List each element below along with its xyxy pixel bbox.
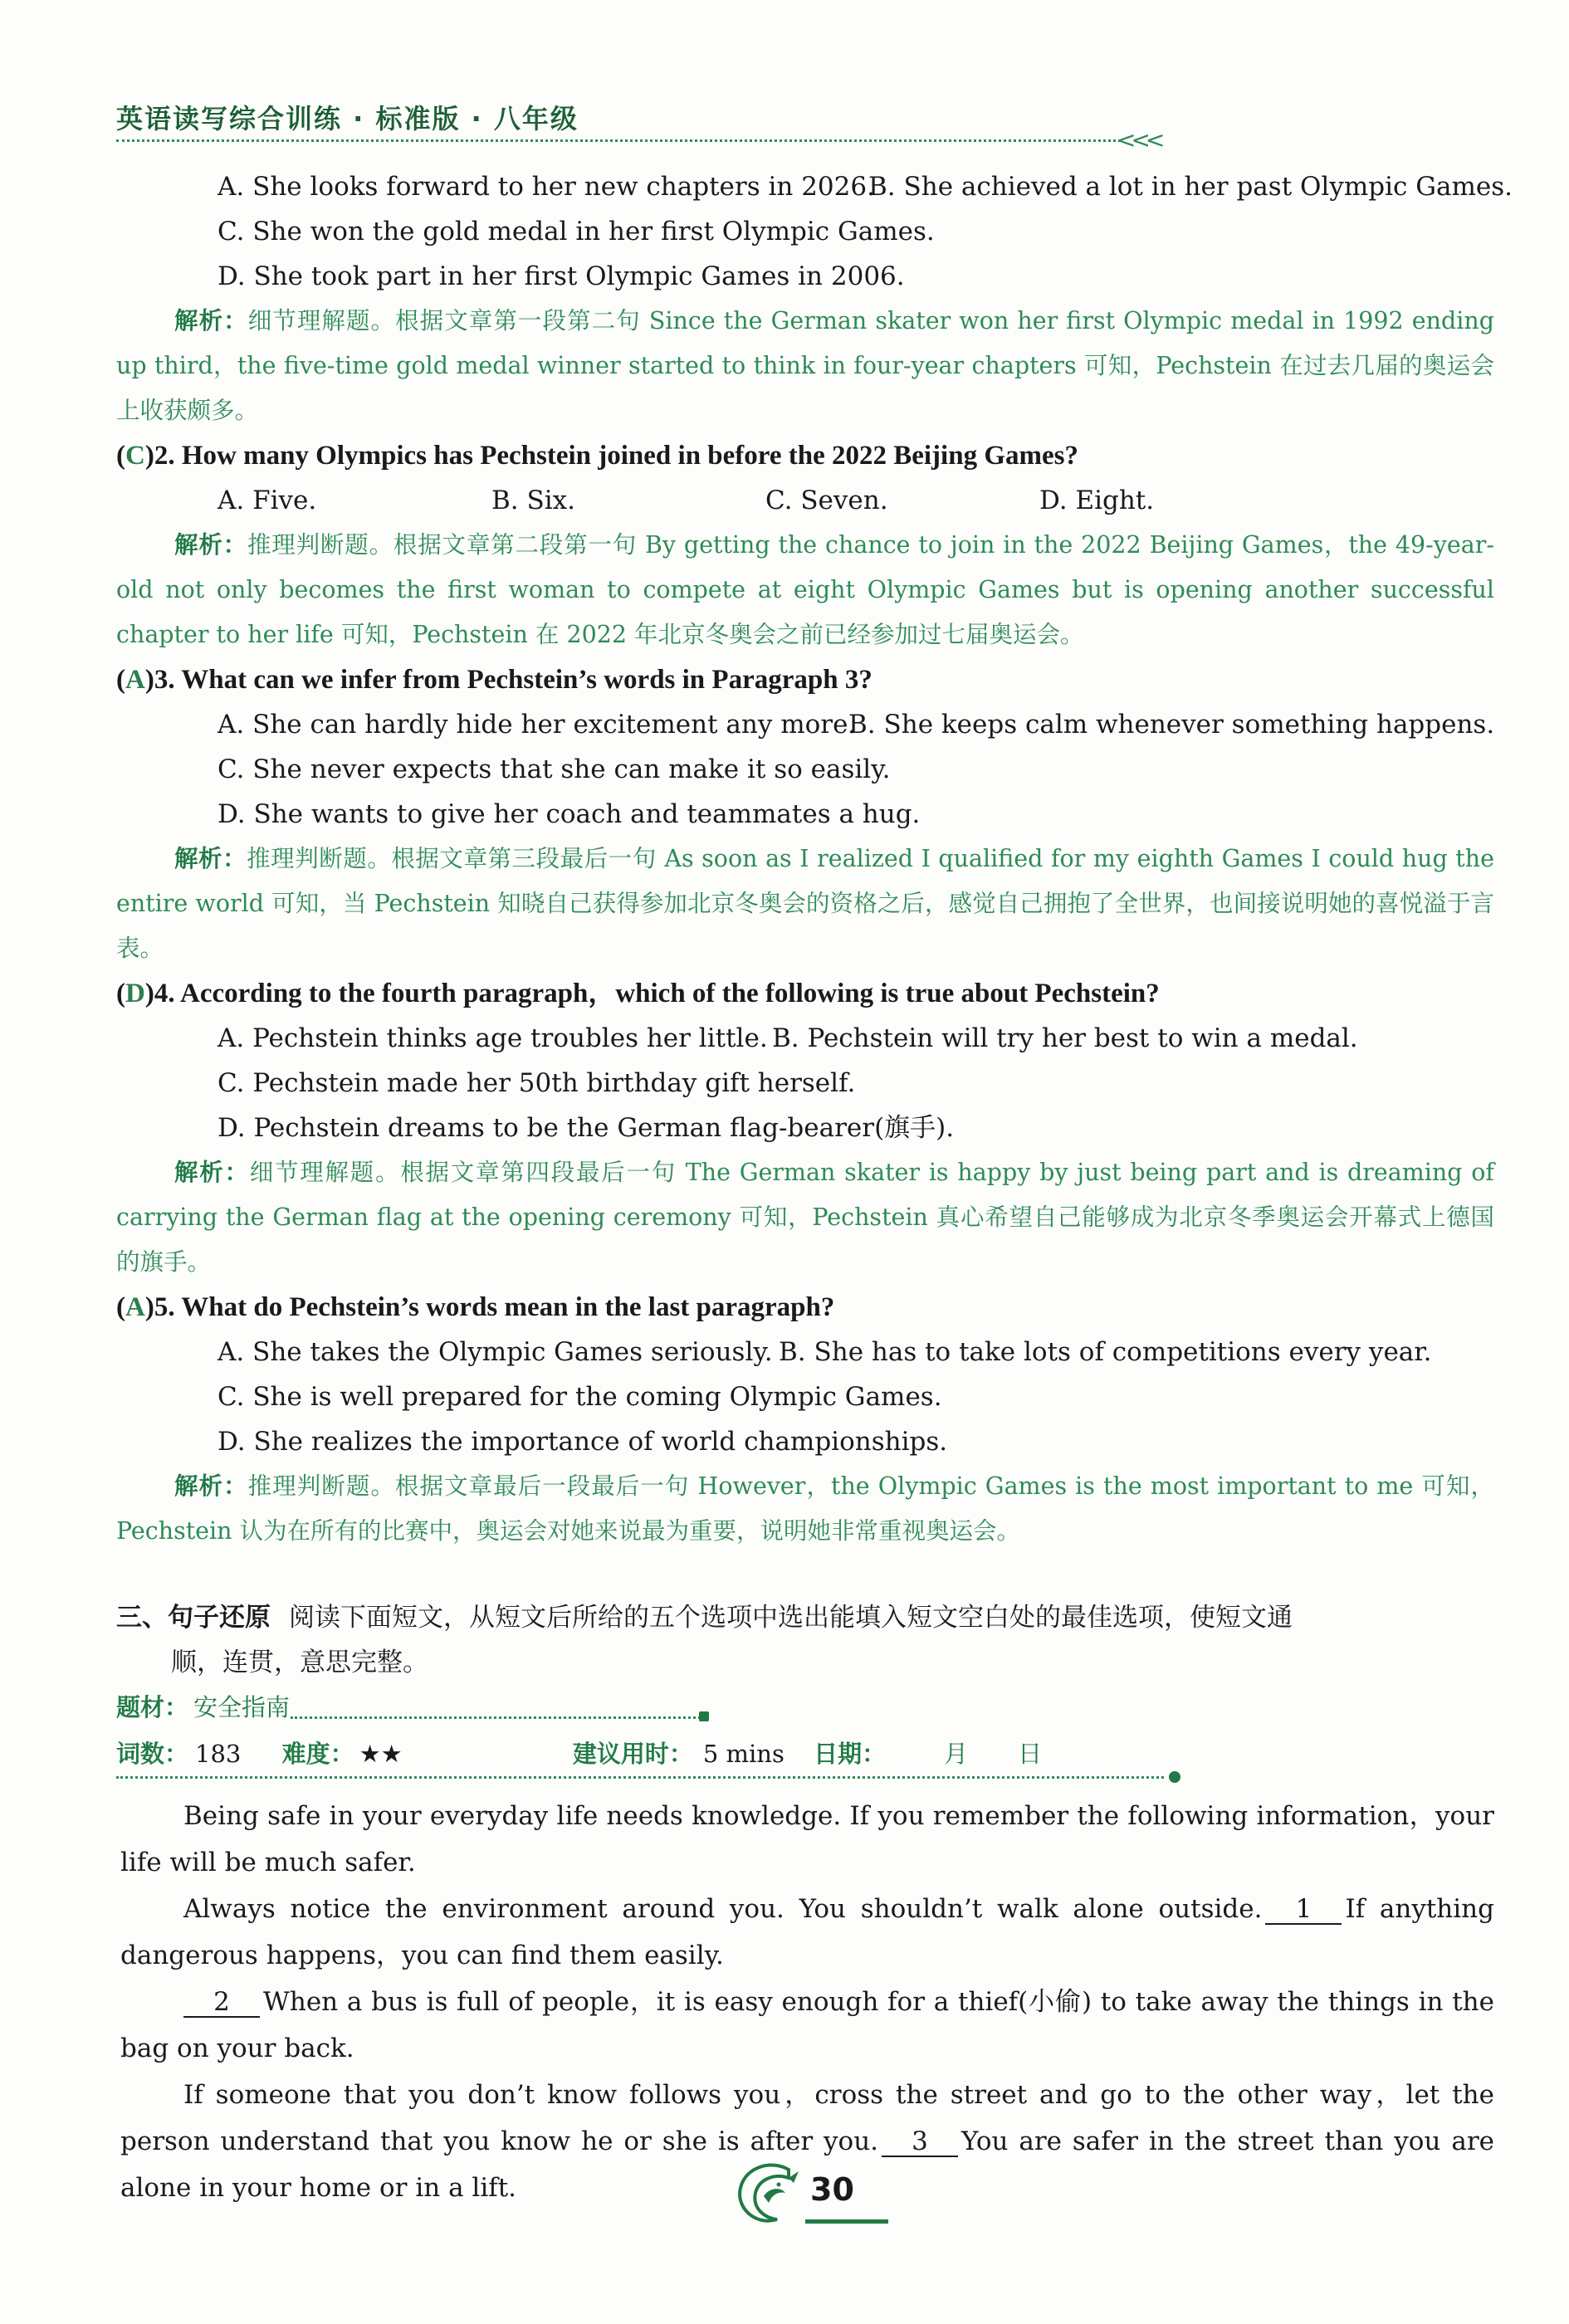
section-tag: 三、句子还原 <box>116 1603 271 1633</box>
section-three <box>116 1595 1494 1778</box>
topic-row <box>116 1685 1494 1730</box>
q4-option-b: B. Pechstein will try her best to win a medal. <box>772 1023 1358 1053</box>
paragraph-text: You are safer in the street than you are alone in your home or in a lift. <box>120 2126 1494 2203</box>
topic-value: 安全指南 <box>193 1693 291 1721</box>
meta-dotted-line <box>116 1776 1164 1779</box>
q5-explanation <box>116 1464 1494 1554</box>
dolphin-logo-icon <box>731 2160 810 2229</box>
page-number-underline <box>805 2219 888 2224</box>
q3-option-d: D. She wants to give her coach and teammates a hug. <box>218 799 921 829</box>
q4-option-a: A. Pechstein thinks age troubles her little. <box>218 1023 768 1053</box>
explanation-text: 推理判断题。根据文章第二段第一句 By getting the chance to join in the 2022 Beijing Games，the 49-year-old not only becomes the first woman to compete at eight Olympic Games but is opening another successful chapter to her life 可知，Pechstein 在 2022 年北京冬奥会之前已经参加过七届奥运会。 <box>116 531 1494 648</box>
q5-options-row-1 <box>116 1330 1494 1374</box>
word-count-label: 词数： <box>116 1740 189 1768</box>
book-title: 英语读写综合训练 · 标准版 · 八年级 <box>116 103 579 134</box>
explanation-text: 推理判断题。根据文章最后一段最后一句 However，the Olympic Games is the most important to me 可知，Pechstein 认为在所有的比赛中，奥运会对她来说最为重要，说明她非常重视奥运会。 <box>116 1472 1494 1545</box>
answer-mark: A <box>125 665 145 695</box>
page-number: 30 <box>810 2171 854 2208</box>
q2-option-a: A. Five. <box>218 486 317 515</box>
q5-option-c: C. She is well prepared for the coming Olympic Games. <box>218 1382 942 1412</box>
paragraph-text: When a bus is full of people，it is easy enough for a thief(小偷) to take away the things in the bag on your back. <box>120 1987 1494 2063</box>
explanation-label: 解析： <box>174 307 248 334</box>
explanation-text: 推理判断题。根据文章第三段最后一句 As soon as I realized I qualified for my eighth Games I could hug the entire world 可知，当 Pechstein 知晓自己获得参加北京冬奥会的资格之后，感觉自己拥抱了全世界，也间接说明她的喜悦溢于言表。 <box>116 845 1494 962</box>
q2-option-d: D. Eight. <box>1039 486 1155 515</box>
q3-option-a: A. She can hardly hide her excitement any more. <box>218 710 857 740</box>
question-5: (A)5. What do Pechstein’s words mean in the last paragraph? <box>116 1292 835 1322</box>
blank-2[interactable]: 2 <box>183 1988 260 2018</box>
q4-options-row-1 <box>116 1016 1494 1061</box>
passage-paragraph-3 <box>120 1979 1494 2072</box>
question-3: (A)3. What can we infer from Pechstein’s words in Paragraph 3? <box>116 665 872 695</box>
meta-row <box>116 1730 1494 1778</box>
q2-option-c: C. Seven. <box>765 486 888 515</box>
paragraph-text: Always notice the environment around you. You shouldn’t walk alone outside. <box>183 1894 1263 1924</box>
q1-explanation <box>116 299 1494 433</box>
question-text: 5. What do Pechstein’s words mean in the last paragraph? <box>154 1292 835 1322</box>
suggested-time-value: 5 mins <box>702 1740 784 1768</box>
q1-options-row-1 <box>116 164 1513 209</box>
q3-options-row-1 <box>116 702 1494 747</box>
q4-option-c: C. Pechstein made her 50th birthday gift herself. <box>218 1068 856 1098</box>
q2-options-row <box>116 478 1494 523</box>
q3-option-c: C. She never expects that she can make it so easily. <box>218 754 891 784</box>
question-text: 3. What can we infer from Pechstein’s words in Paragraph 3? <box>154 665 872 695</box>
questions-section <box>116 164 1513 1554</box>
blank-1[interactable]: 1 <box>1265 1895 1342 1925</box>
page-header <box>116 98 1494 154</box>
q5-option-a: A. She takes the Olympic Games seriously. <box>218 1337 773 1367</box>
explanation-label: 解析： <box>174 1472 248 1500</box>
difficulty-label: 难度： <box>281 1740 354 1768</box>
explanation-text: 细节理解题。根据文章第一段第二句 Since the German skater won her first Olympic medal in 1992 ending up third，the five-time gold medal winner started to think in four-year chapters 可知，Pechstein 在过去几届的奥运会上收获颇多。 <box>116 307 1494 424</box>
answer-mark: A <box>125 1292 145 1322</box>
passage-paragraph-2 <box>120 1886 1494 1979</box>
page-footer <box>731 2160 897 2234</box>
paragraph-text: If someone that you don’t know follows you，cross the street and go to the other way，let the person understand that you know he or she is after you. <box>120 2080 1494 2156</box>
q3-explanation <box>116 837 1494 971</box>
question-4: (D)4. According to the fourth paragraph，which of the following is true about Pechstein? <box>116 979 1160 1008</box>
paragraph-text: If anything dangerous happens，you can find them easily. <box>120 1894 1494 1970</box>
explanation-text: 细节理解题。根据文章第四段最后一句 The German skater is happy by just being part and is dreaming of carrying the German flag at the opening ceremony 可知，Pechstein 真心希望自己能够成为北京冬季奥运会开幕式上德国的旗手。 <box>116 1159 1494 1276</box>
instruction-line-2: 顺，连贯，意思完整。 <box>171 1648 428 1677</box>
explanation-label: 解析： <box>174 531 247 559</box>
date-month: 月 <box>944 1740 969 1768</box>
difficulty-stars: ★★ <box>359 1740 403 1768</box>
explanation-label: 解析： <box>174 1159 250 1186</box>
topic-label: 题材： <box>116 1693 189 1721</box>
question-text: 2. How many Olympics has Pechstein joined in before the 2022 Beijing Games? <box>154 441 1078 471</box>
q1-option-b: B. She achieved a lot in her past Olympic Games. <box>868 172 1513 202</box>
date-day: 日 <box>1018 1740 1043 1768</box>
blank-3[interactable]: 3 <box>882 2127 958 2157</box>
explanation-label: 解析： <box>174 845 247 872</box>
q2-explanation <box>116 523 1494 657</box>
suggested-time-label: 建议用时： <box>572 1740 693 1768</box>
answer-mark: C <box>125 441 145 471</box>
q1-option-a: A. She looks forward to her new chapters in 2026. <box>218 172 875 202</box>
header-divider <box>116 139 1121 142</box>
word-count-value: 183 <box>195 1740 242 1768</box>
passage-paragraph-1: Being safe in your everyday life needs knowledge. If you remember the following information，your life will be much safer. <box>120 1801 1494 1877</box>
answer-mark: D <box>125 979 145 1008</box>
date-label: 日期： <box>814 1740 887 1768</box>
topic-end-marker <box>699 1711 709 1721</box>
q5-option-d: D. She realizes the importance of world championships. <box>218 1427 948 1457</box>
q4-explanation <box>116 1150 1494 1285</box>
q3-option-b: B. She keeps calm whenever something happens. <box>848 710 1495 740</box>
instruction-line-1: 阅读下面短文，从短文后所给的五个选项中选出能填入短文空白处的最佳选项，使短文通 <box>289 1603 1293 1633</box>
header-arrows-icon: <<< <box>1117 126 1161 154</box>
meta-end-marker <box>1169 1771 1180 1783</box>
q1-option-c: C. She won the gold medal in her first Olympic Games. <box>218 217 935 247</box>
question-text: 4. According to the fourth paragraph，which of the following is true about Pechstein? <box>154 979 1160 1008</box>
reading-passage <box>120 1793 1494 2211</box>
q4-option-d: D. Pechstein dreams to be the German flag-bearer(旗手). <box>218 1113 955 1143</box>
section-instructions <box>116 1595 1494 1685</box>
q5-option-b: B. She has to take lots of competitions every year. <box>779 1337 1432 1367</box>
q1-option-d: D. She took part in her first Olympic Games in 2006. <box>218 261 905 291</box>
question-2: (C)2. How many Olympics has Pechstein joined in before the 2022 Beijing Games? <box>116 441 1078 471</box>
topic-dotted-line <box>291 1716 706 1719</box>
q2-option-b: B. Six. <box>491 486 575 515</box>
